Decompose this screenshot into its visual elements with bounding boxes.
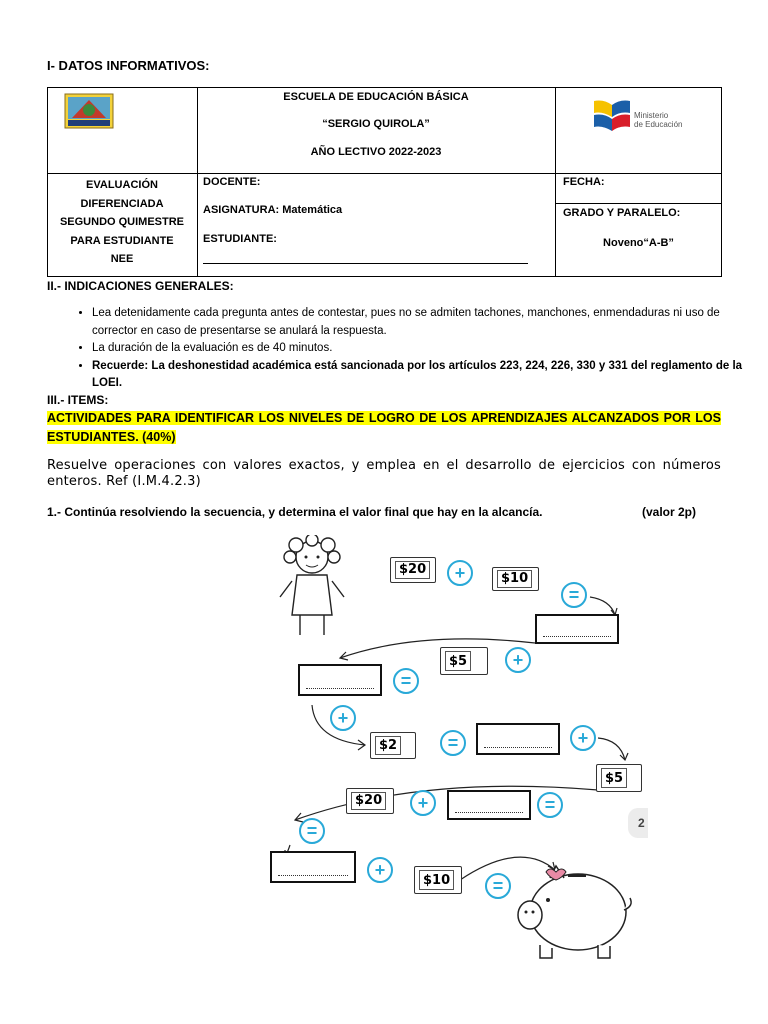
docente-label: DOCENTE: (203, 176, 261, 188)
money-bill: $20 (390, 557, 436, 583)
section-title-indicaciones: II.- INDICACIONES GENERALES: (47, 279, 234, 293)
equals-circle: = (561, 582, 587, 608)
asignatura-label: ASIGNATURA: Matemática (203, 204, 343, 216)
girl-illustration (272, 535, 352, 640)
answer-box-4[interactable] (447, 790, 531, 820)
ministry-line2: de Educación (634, 120, 683, 129)
section-title-items: III.- ITEMS: (47, 393, 109, 407)
plus-circle: + (410, 790, 436, 816)
money-bill: $5 (440, 647, 488, 675)
equals-circle: = (485, 873, 511, 899)
plus-circle: + (330, 705, 356, 731)
plus-circle: + (505, 647, 531, 673)
answer-box-3[interactable] (476, 723, 560, 755)
evaluation-title: EVALUACIÓN DIFERENCIADA SEGUNDO QUIMESTRE PARA ESTUDIANTE NEE (59, 179, 185, 265)
paralelo-value: Noveno“A-B” (603, 237, 674, 249)
edge-circle-fragment: 2 (628, 808, 648, 838)
money-bill: $20 (346, 788, 394, 814)
piggy-bank-illustration (510, 860, 635, 960)
equals-circle: = (393, 668, 419, 694)
ministry-line1: Ministerio (634, 111, 669, 120)
equals-circle: = (299, 818, 325, 844)
school-name: ESCUELA DE EDUCACIÓN BÁSICA (283, 91, 469, 103)
answer-box-1[interactable] (535, 614, 619, 644)
question-1: 1.- Continúa resolviendo la secuencia, y determina el valor final que hay en la alcancía. (47, 505, 543, 519)
school-quote: “SERGIO QUIROLA” (322, 118, 430, 130)
section-title-datos: I- DATOS INFORMATIVOS: (47, 58, 210, 73)
money-bill: $10 (414, 866, 462, 894)
plus-circle: + (447, 560, 473, 586)
money-bill: $10 (492, 567, 539, 591)
instruction-text: Resuelve operaciones con valores exactos, y emplea en el desarrollo de ejercicios con números enteros. Ref (I.M.4.2.3) (47, 458, 721, 489)
grado-label: GRADO Y PARALELO: (563, 207, 681, 219)
equals-circle: = (440, 730, 466, 756)
indication-item: • Recuerde: La deshonestidad académica está sancionada por los artículos 223, 224, 226, 330 y 331 del reglamento de la LOEI. (92, 358, 744, 393)
money-bill: $5 (596, 764, 642, 792)
equals-circle: = (537, 792, 563, 818)
plus-circle: + (570, 725, 596, 751)
question-1-value: (valor 2p) (642, 505, 697, 519)
answer-box-5[interactable] (270, 851, 356, 883)
indication-item: • La duración de la evaluación es de 40 minutos. (92, 340, 744, 358)
money-bill: $2 (370, 732, 416, 759)
fecha-label: FECHA: (563, 176, 605, 188)
estudiante-label: ESTUDIANTE: (203, 233, 277, 245)
answer-box-2[interactable] (298, 664, 382, 696)
school-year: AÑO LECTIVO 2022-2023 (310, 146, 442, 158)
indication-item: • Lea detenidamente cada pregunta antes de contestar, pues no se admiten tachones, manchones, enmendaduras ni uso de corrector en caso de presentarse se anulará la respuesta. (92, 305, 744, 340)
plus-circle: + (367, 857, 393, 883)
activities-heading: ACTIVIDADES PARA IDENTIFICAR LOS NIVELES DE LOGRO DE LOS APRENDIZAJES ALCANZADOS POR LOS ESTUDIANTES. (40%) (47, 411, 721, 444)
